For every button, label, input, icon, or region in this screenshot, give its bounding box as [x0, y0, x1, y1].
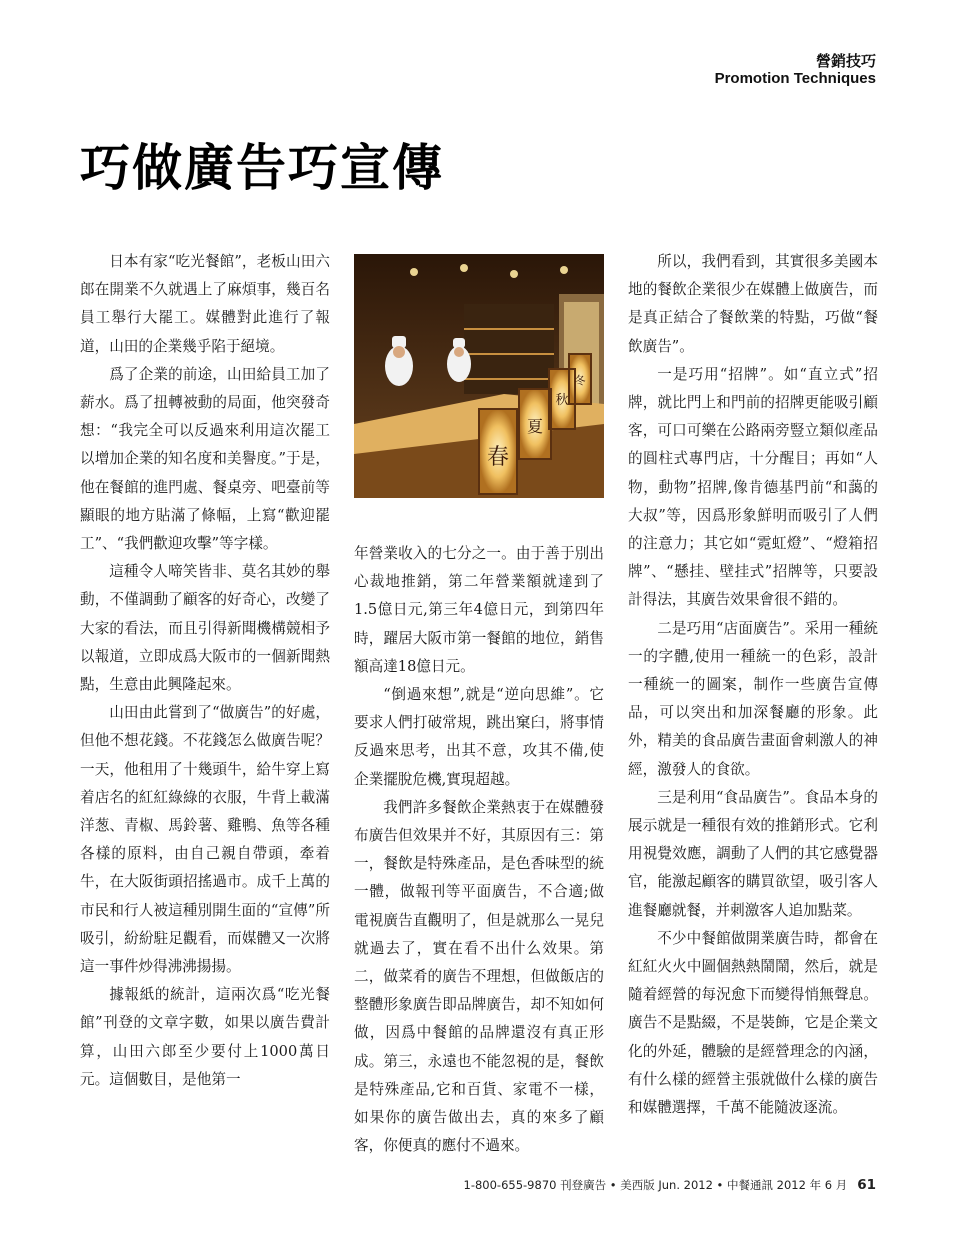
- lantern-char: 秋: [555, 393, 569, 408]
- text-column-3: [628, 248, 878, 1122]
- lantern-char: 春: [486, 445, 510, 470]
- page-number: 61: [857, 1177, 876, 1193]
- paragraph: 年營業收入的七分之一。由于善于別出心裁地推銷，第二年營業額就達到了1.5億日元,第三年4億日元，到第四年時，躍居大阪市第一餐館的地位，銷售額高達18億日元。: [354, 545, 604, 675]
- paragraph: 據報紙的統計，這兩次爲“吃光餐館”刊登的文章字數，如果以廣告費計算，山田六郎至少要付上1000萬日元。這個數目，是他第一: [80, 986, 330, 1088]
- paragraph: 所以，我們看到，其實很多美國本地的餐飲企業很少在媒體上做廣告，而是真正結合了餐飲業的特點，巧做“餐飲廣告”。: [628, 253, 878, 355]
- footer-text: 1-800-655-9870 刊登廣告 • 美西版 Jun. 2012 • 中餐通訊 2012 年 6 月: [463, 1178, 848, 1192]
- text-column-1: [80, 248, 330, 1094]
- lantern-char: 夏: [526, 417, 544, 436]
- paragraph: 一是巧用“招牌”。如“直立式”招牌，就比門上和門前的招牌更能吸引顧客，可口可樂在公路兩旁豎立類似產品的圓柱式專門店，十分醒目；再如“人物，動物”招牌,像肯德基門前“和藹的大叔”等，因爲形象鮮明而吸引了人們的注意力；其它如“霓虹燈”、“燈箱招牌”、“懸挂、壁挂式”招牌等，只要設計得法，其廣告效果會很不錯的。: [628, 365, 878, 609]
- section-label-en: Promotion Techniques: [714, 70, 876, 87]
- paragraph: 我們許多餐飲企業熱衷于在媒體發布廣告但效果并不好，其原因有三：第一，餐飲是特殊產品，是色香味型的統一體，做報刊等平面廣告，不合適;做電視廣告直觀明了，但是就那么一晃兒就過去了，實在看不出什么效果。第二，做菜肴的廣告不理想，但做飯店的整體形象廣告即品牌廣告，却不知如何做，因爲中餐館的品牌還沒有真正形成。第三，永遠也不能忽視的是，餐飲是特殊產品,它和百貨、家電不一樣，如果你的廣告做出去，真的來多了顧客，你便真的應付不過來。: [354, 798, 604, 1155]
- paragraph: 這種令人啼笑皆非、莫名其妙的舉動，不僅調動了顧客的好奇心，改變了大家的看法，而且引得新聞機構競相予以報道，立即成爲大阪市的一個新聞熱點，生意由此興隆起來。: [80, 563, 330, 694]
- lantern-char: 冬: [574, 374, 586, 387]
- paragraph: 爲了企業的前途，山田給員工加了薪水。爲了扭轉被動的局面，他突發奇想：“我完全可以反過來利用這次罷工以增加企業的知名度和美譽度。”于是，他在餐館的進門處、餐桌旁、吧臺前等顯眼的地方貼滿了條幅，上寫“歡迎罷工”、“我們歡迎攻擊”等字樣。: [80, 365, 330, 553]
- paragraph: “倒過來想”,就是“逆向思維”。它要求人們打破常規，跳出窠臼，將事情反過來思考，出其不意，攻其不備,使企業擺脫危機,實現超越。: [354, 686, 604, 788]
- page-footer: [464, 1177, 876, 1193]
- paragraph: 山田由此嘗到了“做廣告”的好處，但他不想花錢。不花錢怎么做廣告呢？一天，他租用了十幾頭牛，給牛穿上寫着店名的紅紅綠綠的衣服，牛背上載滿洋葱、青椒、馬鈴薯、雞鴨、魚等各種各樣的原料，由自己親自帶頭，牽着牛，在大阪街頭招搖過市。成千上萬的市民和行人被這種別開生面的“宣傳”所吸引，紛紛駐足觀看，而媒體又一次將這一事件炒得沸沸揚揚。: [80, 704, 330, 976]
- restaurant-illustration: [354, 254, 604, 498]
- article-title: 巧做廣告巧宣傳: [80, 138, 444, 197]
- paragraph: 三是利用“食品廣告”。食品本身的展示就是一種很有效的推銷形式。它利用視覺效應，調動了人們的其它感覺器官，能激起顧客的購買欲望，吸引客人進餐廳就餐，并刺激客人追加點菜。: [628, 788, 878, 919]
- restaurant-photo: [354, 254, 604, 498]
- paragraph: 二是巧用“店面廣告”。采用一種統一的字體,使用一種統一的色彩，設計一種統一的圖案，制作一些廣告宣傳品，可以突出和加深餐廳的形象。此外，精美的食品廣告畫面會刺激人的神經，激發人的食欲。: [628, 619, 878, 778]
- paragraph: 不少中餐館做開業廣告時，都會在紅紅火火中圖個熱熱鬧鬧，然后，就是隨着經營的每況愈下而變得悄無聲息。廣告不是點綴，不是裝飾，它是企業文化的外延，體驗的是經營理念的內涵，有什么樣的經營主張就做什么樣的廣告和媒體選擇，千萬不能隨波逐流。: [628, 929, 878, 1117]
- paragraph: 日本有家“吃光餐館”，老板山田六郎在開業不久就遇上了麻煩事，幾百名員工舉行大罷工。媒體對此進行了報道，山田的企業幾乎陷于絕境。: [80, 253, 330, 355]
- section-label-zh: 營銷技巧: [815, 52, 876, 70]
- text-column-2: [354, 540, 604, 1160]
